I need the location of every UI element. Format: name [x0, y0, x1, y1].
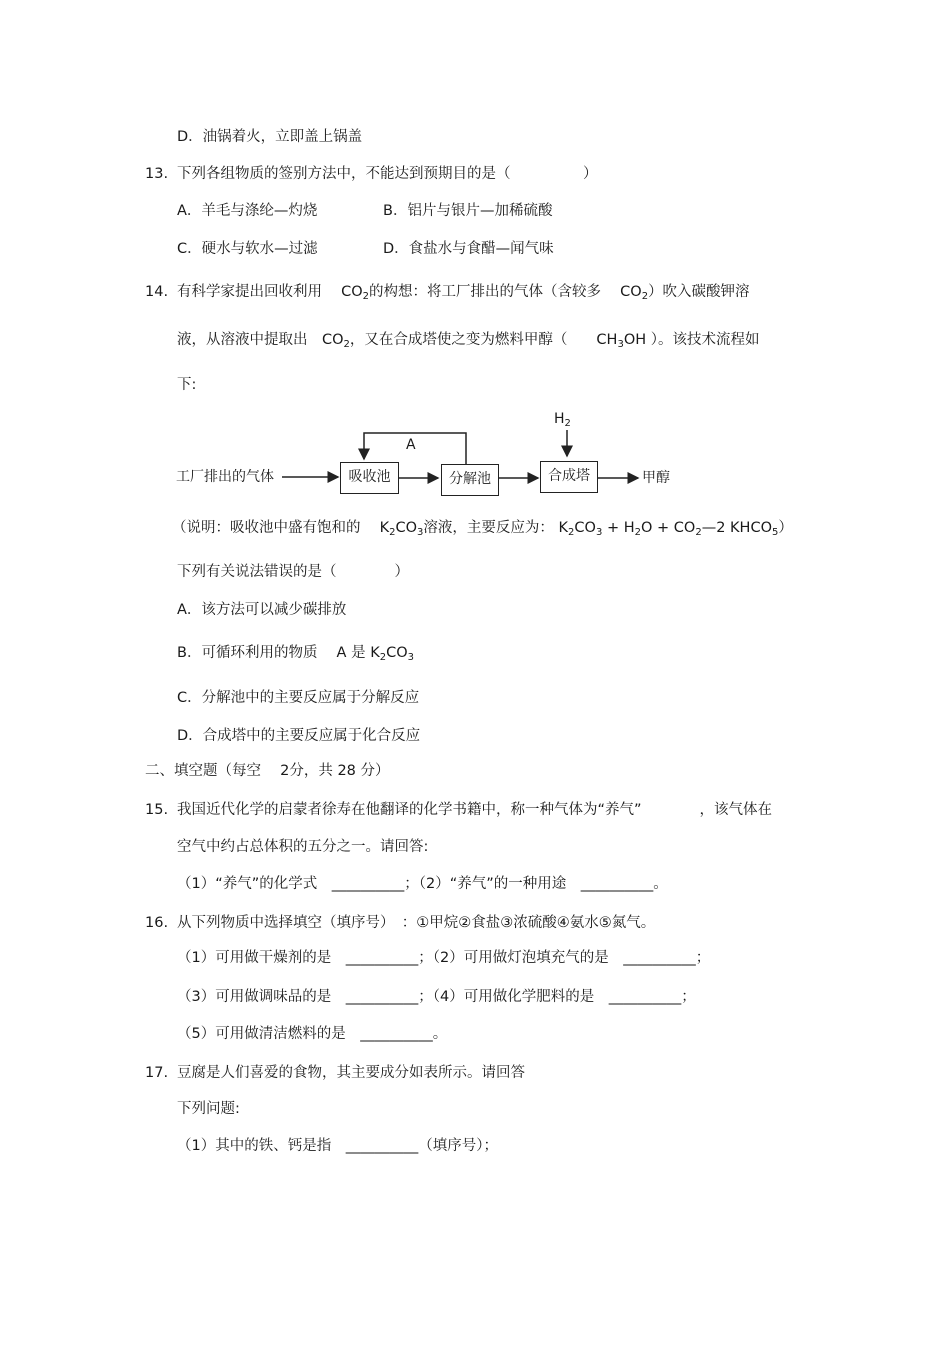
flow-start-label: 工厂排出的气体 — [176, 469, 274, 485]
q16-stem: 从下列物质中选择填空（填序号） ：①甲烷②食盐③浓硫酸④氨水⑤氮气。 — [177, 915, 656, 931]
q12-option-d: D．油锅着火，立即盖上锅盖 — [177, 129, 363, 145]
q14-line-1: 有科学家提出回收利用 $CO_2$的构想：将工厂排出的气体（含较多 $CO_2$）吹入碳酸钾溶 — [177, 284, 750, 302]
q16-sub-1: （1）可用做干燥剂的是 __________；（2）可用做灯泡填充气的是 __________； — [177, 950, 711, 966]
flow-end-label: 甲醇 — [642, 470, 670, 486]
q13-stem: 下列各组物质的签别方法中，不能达到预期目的是（ ） — [177, 166, 598, 182]
q14-option-c: C．分解池中的主要反应属于分解反应 — [177, 690, 420, 706]
flow-arrows — [170, 400, 690, 510]
q15-number: 15. — [145, 802, 169, 818]
q15-line-3: （1）“养气”的化学式 __________；（2）“养气”的一种用途 __________。 — [177, 876, 668, 892]
q17-number: 17. — [145, 1065, 169, 1081]
section-2-title: 二、填空题（每空 2分，共 28 分） — [145, 763, 390, 779]
q14-line-2: 液，从溶液中提取出 $CO_2$，又在合成塔使之变为燃料甲醇（ $CH_3OH$ ）。该技术流程如 — [177, 332, 760, 350]
q14-stem: 下列有关说法错误的是（ ） — [177, 564, 409, 580]
q16-sub-3: （5）可用做清洁燃料的是 __________。 — [177, 1026, 448, 1042]
q16-number: 16. — [145, 915, 169, 931]
q17-line-2: 下列问题: — [177, 1101, 240, 1117]
q15-line-2: 空气中约占总体积的五分之一。请回答: — [177, 839, 429, 855]
synthesis-tower-box: 合成塔 — [540, 461, 598, 493]
q17-line-3: （1）其中的铁、钙是指 __________（填序号）； — [177, 1138, 498, 1154]
absorption-tank-box: 吸收池 — [340, 462, 399, 494]
q15-line-1: 我国近代化学的启蒙者徐寿在他翻译的化学书籍中，称一种气体为“养气” ，该气体在 — [177, 802, 773, 818]
q14-option-a: A．该方法可以减少碳排放 — [177, 602, 347, 618]
q17-line-1: 豆腐是人们喜爱的食物，其主要成分如表所示。请回答 — [177, 1065, 525, 1081]
q14-line-3: 下: — [177, 377, 197, 393]
q13-option-b: B．铝片与银片—加稀硫酸 — [383, 203, 553, 219]
h2-label: $H_2$ — [554, 411, 571, 429]
process-flow-diagram — [170, 400, 690, 510]
decomposition-tank-box: 分解池 — [441, 464, 499, 496]
q14-note: （说明：吸收池中盛有饱和的 $K_2CO_3$溶液，主要反应为： $K_2CO_3 + H_2O$ + $CO_2—2$ $KHCO_5$） — [172, 520, 793, 538]
recycle-a-label: A — [406, 437, 416, 453]
q14-number: 14. — [145, 284, 169, 300]
q14-option-b: B．可循环利用的物质 A 是 $K_2CO_3$ — [177, 645, 414, 663]
q13-option-a: A．羊毛与涤纶—灼烧 — [177, 203, 318, 219]
q13-number: 13. — [145, 166, 169, 182]
q13-option-c: C．硬水与软水—过滤 — [177, 241, 318, 257]
q14-option-d: D．合成塔中的主要反应属于化合反应 — [177, 728, 421, 744]
q16-sub-2: （3）可用做调味品的是 __________；（4）可用做化学肥料的是 __________； — [177, 989, 696, 1005]
q13-option-d: D．食盐水与食醋—闻气味 — [383, 241, 554, 257]
